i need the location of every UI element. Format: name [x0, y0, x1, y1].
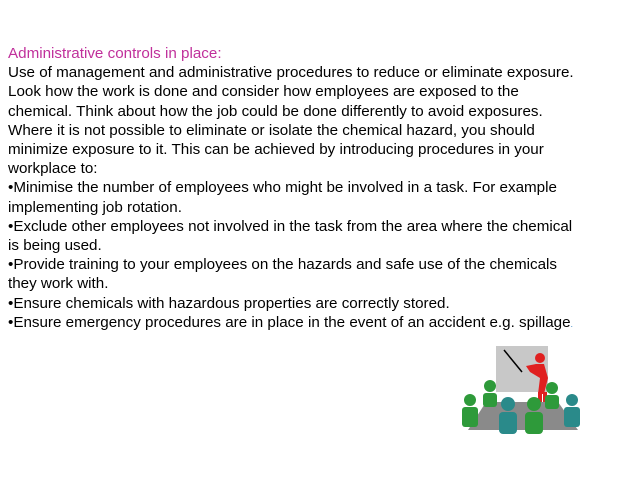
- bullet-line: implementing job rotation.: [8, 198, 182, 216]
- audience-right: [564, 394, 580, 427]
- paragraph-line: Use of management and administrative procedures to reduce or eliminate exposure.: [8, 64, 574, 82]
- bullet-line: •Provide training to your employees on the hazards and safe use of the chemicals: [8, 256, 558, 274]
- bullet-line: •Minimise the number of employees who might be involved in a task. For example: [8, 179, 557, 197]
- bullet-line: •Ensure chemicals with hazardous properties are correctly stored.: [8, 294, 450, 312]
- paragraph-line: workplace to:: [8, 160, 98, 178]
- audience-front-left: [499, 397, 517, 434]
- bullet-line-last: [8, 313, 634, 334]
- slide-heading: Administrative controls in place:: [8, 45, 222, 62]
- paragraph-line: Where it is not possible to eliminate or isolate the chemical hazard, you should: [8, 121, 535, 139]
- trailing-dot: .: [570, 318, 574, 329]
- bullet-line: they work with.: [8, 275, 109, 293]
- audience-right-back: [545, 382, 559, 409]
- audience-left-back: [483, 380, 497, 407]
- paragraph-line: minimize exposure to it. This can be achieved by introducing procedures in your: [8, 141, 544, 159]
- bullet-line: •Exclude other employees not involved in the task from the area where the chemical: [8, 217, 573, 235]
- paragraph-line: Look how the work is done and consider how employees are exposed to the: [8, 83, 519, 101]
- audience-front-right: [525, 397, 543, 434]
- audience-left: [462, 394, 478, 427]
- presentation-training-icon: [460, 344, 584, 436]
- paragraph-line: chemical. Think about how the job could be done differently to avoid exposures.: [8, 102, 543, 120]
- bullet-line-text: •Ensure emergency procedures are in place in the event of an accident e.g. spillage: [8, 313, 571, 331]
- bullet-line: is being used.: [8, 237, 102, 255]
- slide-text: [8, 44, 634, 334]
